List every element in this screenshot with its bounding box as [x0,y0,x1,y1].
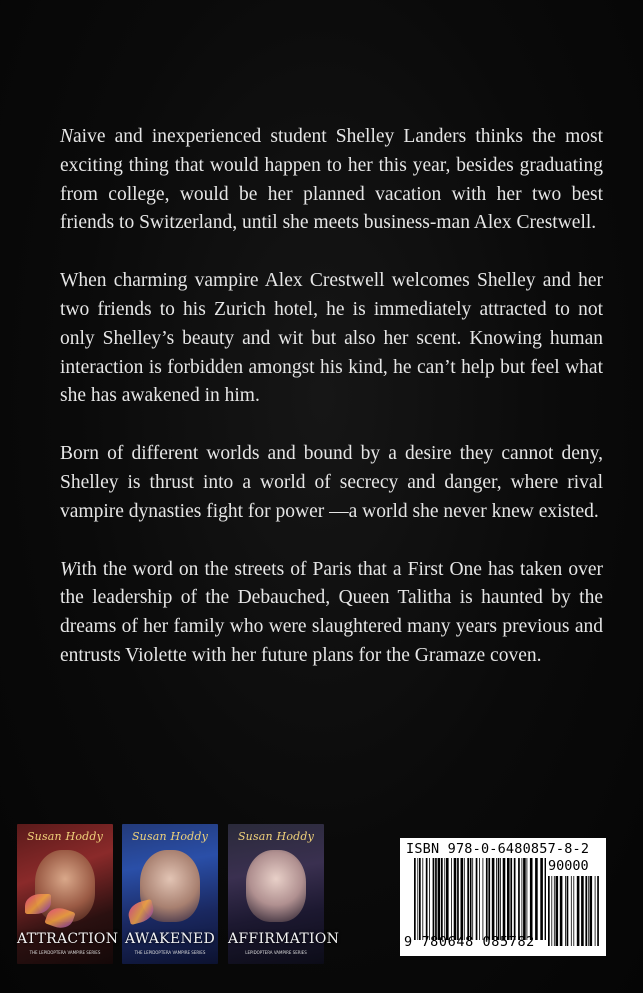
barcode-bar [527,858,528,940]
blurb-paragraph-4 [60,556,603,671]
barcode-bar [590,876,593,946]
barcode-bar [498,858,500,940]
barcode-bar [571,876,572,946]
barcode-bar [486,858,488,940]
barcode-bar [545,858,546,940]
barcode-bar [488,858,490,940]
drop-cap-w: W [60,558,77,580]
barcode-bar [556,876,559,946]
barcode-bar [476,858,478,940]
cover-affirmation [228,824,340,964]
isbn-barcode [400,838,606,956]
cover-portrait [246,850,306,922]
blurb-paragraph-4-text: ith the word on the streets of Paris that a First One has taken over the leadership of the Debauched, Queen Talitha is haunted by the dreams of her family who were slaughtered many years previous and entrusts Violette with her future plans for the Gramaze coven. [60,558,603,666]
barcode-bar [429,858,430,940]
barcode-bar [554,876,555,946]
cover-attraction [17,824,119,964]
barcode-bar [585,876,587,946]
barcode-bar [577,876,580,946]
barcode-bar [581,876,584,946]
ean-digits: 9 780648 085782 [404,934,535,950]
barcode-bar [510,858,512,940]
cover-series: LEPIDOPTERA VAMPIRE SERIES [245,950,307,955]
barcode-bar [595,876,596,946]
cover-author: Susan Hoddy [237,830,315,843]
blurb-paragraph-1 [60,123,603,238]
cover-series: THE LEPIDOPTERA VAMPIRE SERIES [134,950,206,955]
barcode-bar [446,858,449,940]
cover-title: ATTRACTION [17,931,119,947]
barcode-bar [492,858,495,940]
barcode-bar [535,858,538,940]
barcode-bar [451,858,452,940]
barcode-bar [426,858,428,940]
barcode-bar [548,876,550,946]
barcode-bar [414,858,416,940]
barcode-bar [435,858,437,940]
barcode-bar [507,858,510,940]
blurb-paragraph-3: Born of different worlds and bound by a desire they cannot deny, Shelley is thrust into a world of secrecy and danger, where rival vampire dynasties fight for power —a world she never knew existed. [60,443,603,522]
barcode-bar [479,858,480,940]
butterfly-icon [126,899,156,925]
barcode-bar [496,858,497,940]
price-code: 90000 [548,858,589,874]
barcode-bar [470,858,472,940]
barcode-bar [530,858,533,940]
barcode-bar [522,858,523,940]
addon-barcode-bars [548,876,602,946]
barcode-bar [514,858,516,940]
barcode-bar [444,858,445,940]
cover-author: Susan Hoddy [26,830,104,843]
barcode-bars [414,858,546,940]
barcode-bar [560,876,563,946]
barcode-bar [464,858,465,940]
barcode-bar [588,876,589,946]
barcode-bar [503,858,506,940]
barcode-bar [472,858,473,940]
barcode-bar [461,858,464,940]
cover-title: AFFIRMATION [228,931,340,947]
barcode-bar [438,858,441,940]
barcode-bar [457,858,459,940]
barcode-bar [540,858,543,940]
barcode-bar [467,858,469,940]
barcode-bar [419,858,421,940]
barcode-bar [573,876,574,946]
barcode-bar [565,876,566,946]
barcode-bar [551,876,552,946]
drop-cap-n: N [60,126,74,147]
cover-title: AWAKENED [124,931,216,947]
barcode-bar [483,858,484,940]
barcode-bar [417,858,418,940]
isbn-label: ISBN 978-0-6480857-8-2 [406,841,590,857]
cover-awakened [122,824,218,964]
cover-author: Susan Hoddy [131,830,209,843]
barcode-bar [441,858,443,940]
barcode-bar [454,858,457,940]
barcode-bar [597,876,599,946]
blurb-paragraph-2: When charming vampire Alex Crestwell welcomes Shelley and her two friends to his Zurich hotel, he is immediately attracted to not only Shelley’s beauty and wit but also her scent. Knowing human interaction is forbidden amongst his kind, he can’t help but feel what she has awakened in him. [60,270,603,407]
blurb-paragraph-1-text: aive and inexperienced student Shelley Landers thinks the most exciting thing that would happen to her this year, besides graduating from college, would be her planned vacation with her two best friends to Switzerland, until she meets business-man Alex Crestwell. [60,126,603,234]
barcode-bar [567,876,569,946]
barcode-bar [422,858,423,940]
back-cover-blurb [60,123,603,671]
barcode-bar [518,858,520,940]
cover-series: THE LEPIDOPTERA VAMPIRE SERIES [29,950,101,955]
barcode-bar [500,858,501,940]
barcode-bar [433,858,435,940]
barcode-bar [523,858,526,940]
